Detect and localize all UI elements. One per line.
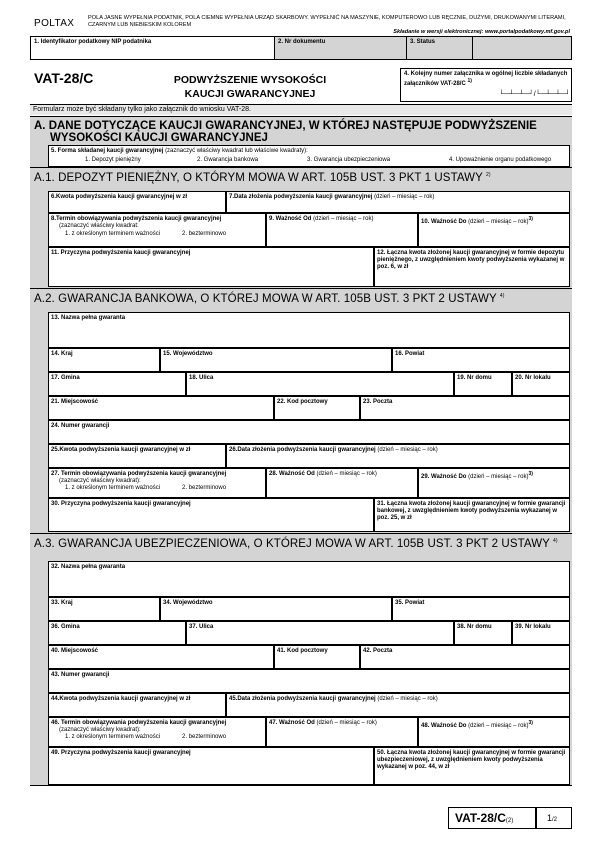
- field-30-reason[interactable]: 30. Przyczyna podwyższenia kaucji gwarancyjnej: [48, 498, 374, 532]
- field-24-guarantee-number[interactable]: 24. Numer gwarancji: [48, 420, 570, 444]
- field-17-commune[interactable]: 17. Gmina: [48, 372, 186, 396]
- field-19-house-number[interactable]: 19. Nr domu: [454, 372, 512, 396]
- section-a3-title: A.3. GWARANCJA UBEZPIECZENIOWA, O KTÓREJ MOWA W ART. 105B UST. 3 PKT 2 USTAWY $^{4)}$: [34, 538, 558, 550]
- field-36-commune[interactable]: 36. Gmina: [48, 621, 186, 645]
- form-note: Formularz może być składany tylko jako załącznik do wniosku VAT-28.: [33, 106, 251, 113]
- field-39-apartment-number[interactable]: 39. Nr lokalu: [512, 621, 570, 645]
- field-18-street[interactable]: 18. Ulica: [186, 372, 454, 396]
- section-a3: [30, 533, 572, 786]
- option-term-limited[interactable]: 1. z określonym terminem ważności: [65, 734, 161, 740]
- form-code-title: VAT-28/C: [34, 70, 94, 86]
- footer-page-number: 1/2: [547, 813, 558, 823]
- guarantee-form-field: [48, 145, 570, 167]
- document-number-field: [275, 37, 407, 59]
- option-term-limited[interactable]: 1. z określonym terminem ważności: [65, 231, 161, 237]
- field-8-validity-term: 8.Termin obowiązywania podwyższenia kaucji gwarancyjnej (zaznaczyć właściwy kwadrat: 1. z określonym terminem ważności 2. bezterminowo: [48, 213, 266, 247]
- field-45-date[interactable]: 45.Data złożenia podwyższenia kaucji gwarancyjnej (dzień – miesiąc – rok): [226, 693, 570, 717]
- section-a1-title: A.1. DEPOZYT PIENIĘŻNY, O KTÓRYM MOWA W ART. 105B UST. 3 PKT 1 USTAWY $^{2)}$: [34, 172, 491, 184]
- attachment-number-field[interactable]: [400, 68, 572, 102]
- nip-field[interactable]: [31, 37, 275, 59]
- field-49-reason[interactable]: 49. Przyczyna podwyższenia kaucji gwarancyjnej: [48, 747, 374, 785]
- form-note-bar: [30, 104, 572, 115]
- field-15-voivodeship[interactable]: 15. Województwo: [160, 348, 392, 372]
- field-27-validity-term: 27. Termin obowiązywania podwyższenia kaucji gwarancyjnej (zaznaczyć właściwy kwadrat): 1. z określonym terminem ważności 2. bezterminowo: [48, 468, 266, 498]
- field-35-county[interactable]: 35. Powiat: [392, 597, 570, 621]
- attachment-number-slots: └─┴─┴─┘/└─┴─┴─┘: [499, 91, 571, 98]
- field-29-valid-to[interactable]: 29. Ważność Do (dzień – miesiąc – rok)$^{3)}$: [418, 468, 570, 498]
- attachment-number-label: 4. Kolejny numer załącznika w ogólnej liczbie składanych załączników VAT-28/C $^{1)}$: [404, 71, 568, 87]
- field-47-valid-from[interactable]: 47. Ważność Od (dzień – miesiąc – rok): [266, 717, 418, 747]
- section-a1: [30, 167, 572, 288]
- field-9-valid-from[interactable]: 9. Ważność Od (dzień – miesiąc – rok): [266, 213, 418, 247]
- section-a-title: A. DANE DOTYCZĄCE KAUCJI GWARANCYJNEJ, W KTÓREJ NASTĘPUJE PODWYŻSZENIE WYSOKOŚCI KAUCJI GWARANCYJNEJ: [34, 120, 537, 144]
- field-26-date[interactable]: 26.Data złożenia podwyższenia kaucji gwarancyjnej (dzień – miesiąc – rok): [226, 444, 570, 468]
- option-term-unlimited[interactable]: 2. bezterminowo: [182, 734, 227, 740]
- form-title-line2: KAUCJI GWARANCYJNEJ: [184, 88, 316, 100]
- field-14-country[interactable]: 14. Kraj: [48, 348, 160, 372]
- field-25-amount[interactable]: 25.Kwota podwyższenia kaucji gwarancyjnej w zł: [48, 444, 226, 468]
- header-fields-filler: [473, 37, 571, 59]
- document-number-label: 2. Nr dokumentu: [278, 39, 326, 45]
- status-label: 3. Status: [410, 39, 436, 45]
- field-38-house-number[interactable]: 38. Nr domu: [454, 621, 512, 645]
- form-title: [130, 73, 370, 101]
- field-7-date[interactable]: 7.Data złożenia podwyższenia kaucji gwarancyjnej (dzień – miesiąc – rok): [226, 191, 570, 213]
- option-term-unlimited[interactable]: 2. bezterminowo: [182, 485, 227, 491]
- header-fields-row: [30, 36, 572, 60]
- field-11-reason[interactable]: 11. Przyczyna podwyższenia kaucji gwarancyjnej: [48, 247, 374, 287]
- field-12-total-amount[interactable]: 12. Łączna kwota złożonej kaucji gwarancyjnej w formie depozytu pieniężnego, z uwzględnieniem kwoty podwyższenia wykazanej w poz. 6, w zł: [374, 247, 570, 287]
- field-28-valid-from[interactable]: 28. Ważność Od (dzień – miesiąc – rok): [266, 468, 418, 498]
- field-48-valid-to[interactable]: 48. Ważność Do (dzień – miesiąc – rok)$^{3)}$: [418, 717, 570, 747]
- footer-form-code: VAT-28/C(2): [455, 811, 514, 825]
- poltax-label: POLTAX: [34, 18, 75, 29]
- field-32-guarantor-name[interactable]: 32. Nazwa pełna gwaranta: [48, 561, 570, 597]
- option-cash-deposit[interactable]: 1. Depozyt pieniężny: [85, 157, 141, 163]
- option-insurance-guarantee[interactable]: 3. Gwarancja ubezpieczeniowa: [307, 157, 391, 163]
- section-a2: [30, 288, 572, 533]
- field-23-post-office[interactable]: 23. Poczta: [360, 396, 570, 420]
- header-instructions-area: [30, 14, 572, 36]
- field-20-apartment-number[interactable]: 20. Nr lokalu: [512, 372, 570, 396]
- guarantee-form-label: 5. Forma składanej kaucji gwarancyjnej (zaznaczyć właściwy kwadrat lub właściwe kwadraty):: [51, 148, 308, 154]
- field-40-city[interactable]: 40. Miejscowość: [48, 645, 274, 669]
- field-50-total-amount[interactable]: 50. Łączna kwota złożonej kaucji gwarancyjnej w formie gwarancji ubezpieczeniowej, z uwzględnieniem kwoty podwyższenia wykazanej w poz. 44, w zł: [374, 747, 570, 785]
- field-37-street[interactable]: 37. Ulica: [186, 621, 454, 645]
- field-41-postal-code[interactable]: 41. Kod pocztowy: [274, 645, 360, 669]
- field-43-guarantee-number[interactable]: 43. Numer gwarancji: [48, 669, 570, 693]
- nip-field-label: 1. Identyfikator podatkowy NIP podatnika: [34, 39, 152, 45]
- electronic-submission-note: Składanie w wersji elektronicznej: www.portalpodatkowy.mf.gov.pl: [393, 29, 570, 35]
- option-tax-authority[interactable]: 4. Upoważnienie organu podatkowego: [449, 157, 552, 163]
- field-34-voivodeship[interactable]: 34. Województwo: [160, 597, 392, 621]
- status-field: [407, 37, 473, 59]
- field-31-total-amount[interactable]: 31. Łączna kwota złożonej kaucji gwarancyjnej w formie gwarancji bankowej, z uwzględnieniem kwoty podwyższenia wykazanej w poz. 25, w zł: [374, 498, 570, 532]
- footer-form-code-box: [448, 807, 536, 829]
- section-a2-title: A.2. GWARANCJA BANKOWA, O KTÓREJ MOWA W ART. 105B UST. 3 PKT 2 USTAWY $^{4)}$: [34, 293, 505, 305]
- field-22-postal-code[interactable]: 22. Kod pocztowy: [274, 396, 360, 420]
- footer-page-box: [536, 807, 572, 829]
- field-6-amount[interactable]: 6.Kwota podwyższenia kaucji gwarancyjnej w zł: [48, 191, 226, 213]
- field-13-guarantor-name[interactable]: 13. Nazwa pełna gwaranta: [48, 312, 570, 348]
- field-21-city[interactable]: 21. Miejscowość: [48, 396, 274, 420]
- field-42-post-office[interactable]: 42. Poczta: [360, 645, 570, 669]
- section-a: [30, 116, 572, 167]
- option-term-limited[interactable]: 1. z określonym terminem ważności: [65, 485, 161, 491]
- fill-instructions: POLA JASNE WYPEŁNIA PODATNIK, POLA CIEMNE WYPEŁNIA URZĄD SKARBOWY. WYPEŁNIĆ NA MASZYNIE, KOMPUTEROWO LUB RĘCZNIE, DUŻYMI, DRUKOWANYMI LITERAMI, CZARNYM LUB NIEBIESKIM KOLOREM: [88, 15, 566, 28]
- field-33-country[interactable]: 33. Kraj: [48, 597, 160, 621]
- field-44-amount[interactable]: 44.Kwota podwyższenia kaucji gwarancyjnej w zł: [48, 693, 226, 717]
- form-title-line1: PODWYŻSZENIE WYSOKOŚCI: [173, 74, 327, 86]
- field-46-validity-term: 46. Termin obowiązywania podwyższenia kaucji gwarancyjnej (zaznaczyć właściwy kwadrat): 1. z określonym terminem ważności 2. bezterminowo: [48, 717, 266, 747]
- field-10-valid-to[interactable]: 10. Ważność Do (dzień – miesiąc – rok)$^{3)}$: [418, 213, 570, 247]
- option-term-unlimited[interactable]: 2. bezterminowo: [182, 231, 227, 237]
- option-bank-guarantee[interactable]: 2. Gwarancja bankowa: [197, 157, 259, 163]
- field-16-county[interactable]: 16. Powiat: [392, 348, 570, 372]
